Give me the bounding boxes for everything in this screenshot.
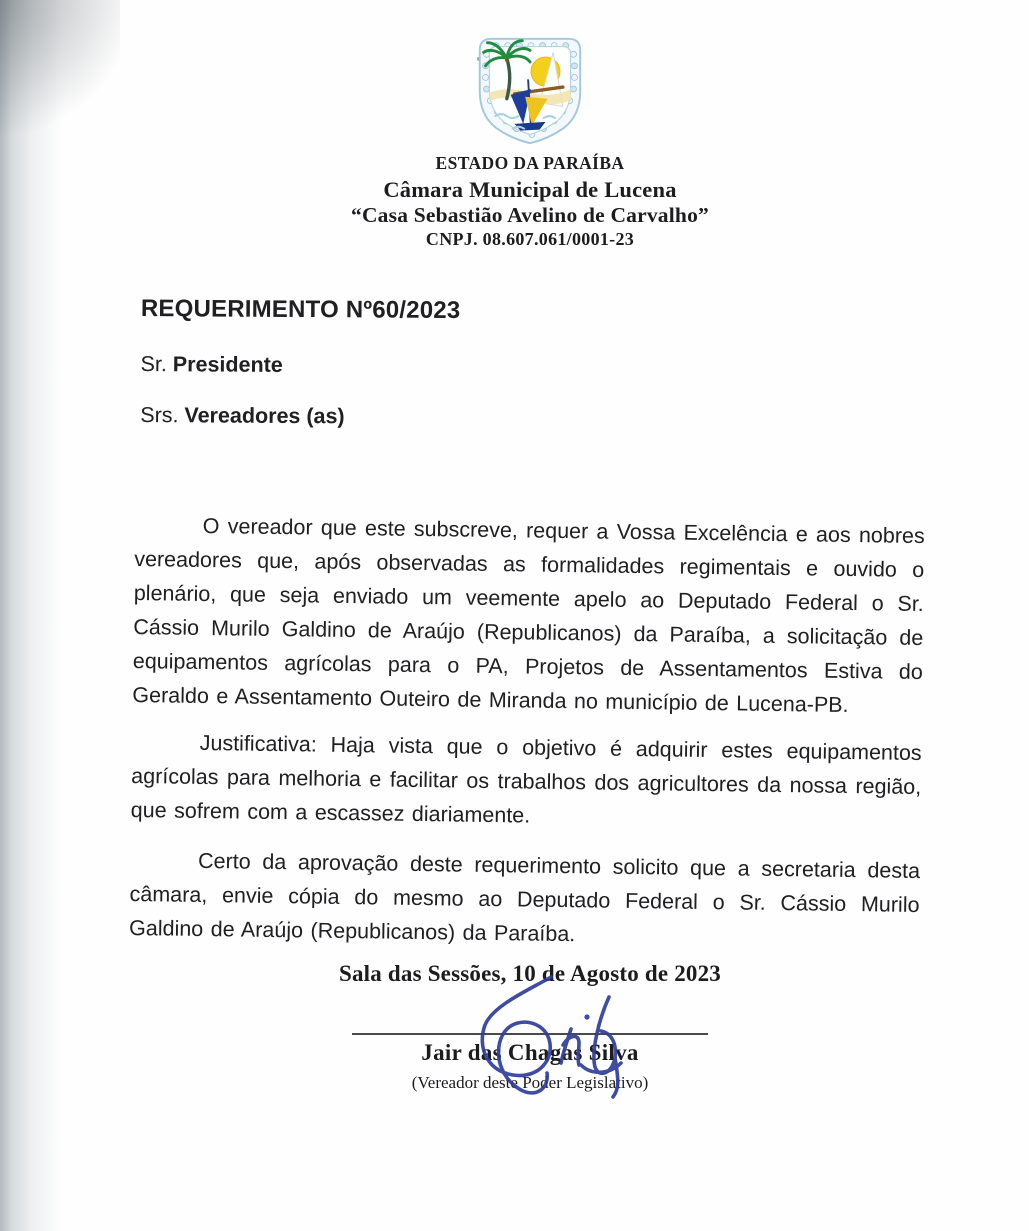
letterhead — [135, 0, 925, 250]
salutation-councilors — [140, 403, 924, 433]
salutation-name: Vereadores (as) — [184, 403, 345, 429]
header-house-name: “Casa Sebastião Avelino de Carvalho” — [351, 203, 709, 227]
coat-of-arms-icon — [468, 33, 592, 147]
header-cnpj: CNPJ. 08.607.061/0001-23 — [425, 229, 635, 249]
closing-block — [135, 961, 925, 1093]
salutation-prefix: Sr. — [140, 352, 173, 377]
signer-name: Jair das Chagas Silva — [421, 1040, 639, 1065]
salutation-name: Presidente — [172, 352, 283, 377]
signer-role: (Vereador deste Poder Legislativo) — [411, 1073, 649, 1092]
body-paragraph-closing: Certo da aprovação deste requerimento solicito que a secretaria desta câmara, envie cópia do mesmo ao Deputado Federal o Sr. Cássio Murilo Galdino de Araújo (Republicanos) da Paraíba. — [128, 848, 921, 947]
header-chamber: Câmara Municipal de Lucena — [383, 177, 677, 202]
document-title: REQUERIMENTO Nº60/2023 — [140, 295, 461, 324]
header-state: ESTADO DA PARAÍBA — [435, 153, 625, 173]
body-paragraph-justification: Justificativa: Haja vista que o objetivo é adquirir estes equipamentos agrícolas para melhoria e facilitar os trabalhos dos agricultores da nossa região, que sofrem com a escassez diariamente. — [130, 730, 922, 828]
body-paragraph-request: O vereador que este subscreve, requer a Vossa Excelência e aos nobres vereadores que, após observadas as formalidades regimentais e ouvido o plenário, que seja enviado um veemente apelo ao Deputado Federal o Sr. Cássio Murilo Galdino de Araújo (Republicanos) da Paraíba, a solicitação de equipamentos agrícolas para o PA, Projetos de Assentamentos Estiva do Geraldo e Assentamento Outeiro de Miranda no município de Lucena-PB. — [132, 513, 925, 717]
signature-rule — [352, 1033, 708, 1035]
document-body — [129, 508, 925, 956]
salutation-prefix: Srs. — [140, 403, 185, 428]
place-date-line: Sala das Sessões, 10 de Agosto de 2023 — [338, 961, 722, 986]
salutation-president — [140, 352, 924, 382]
document-opening — [134, 295, 925, 433]
